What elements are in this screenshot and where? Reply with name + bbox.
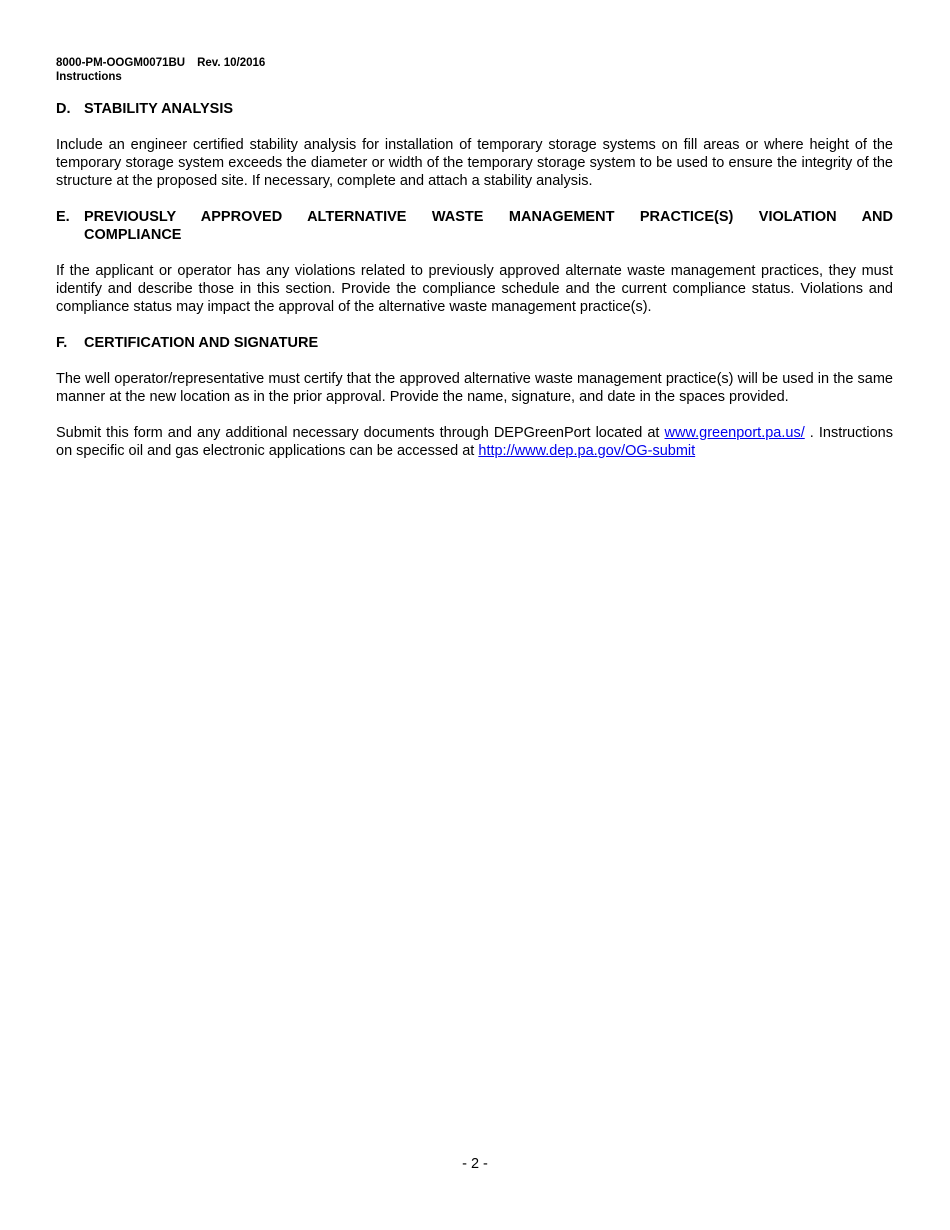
greenport-link[interactable]: www.greenport.pa.us/ bbox=[664, 425, 805, 441]
section-f-letter: F. bbox=[56, 335, 68, 351]
submit-instructions bbox=[56, 424, 893, 460]
section-d-heading bbox=[56, 100, 893, 118]
section-d-letter: D. bbox=[56, 101, 71, 117]
form-revision: Rev. 10/2016 bbox=[197, 57, 266, 69]
og-submit-link[interactable]: http://www.dep.pa.gov/OG-submit bbox=[478, 443, 696, 459]
section-e-title-line1: PREVIOUSLY APPROVED ALTERNATIVE WASTE MANAGEMENT PRACTICE(S) VIOLATION AND bbox=[84, 209, 893, 225]
form-subtitle: Instructions bbox=[56, 71, 122, 83]
section-e-heading bbox=[56, 208, 893, 244]
section-f-body: The well operator/representative must certify that the approved alternative waste management practice(s) will be used in the same manner at the new location as in the prior approval. Provide the name, signature, and date in the spaces provided. bbox=[56, 371, 893, 405]
section-e-letter: E. bbox=[56, 209, 70, 225]
submit-text-2: . Instructions on specific oil and gas electronic applications can be accessed at bbox=[56, 425, 893, 459]
section-e-title-line2: COMPLIANCE bbox=[84, 227, 182, 243]
section-d-title: STABILITY ANALYSIS bbox=[84, 101, 234, 117]
submit-text-1: Submit this form and any additional necessary documents through DEPGreenPort located at bbox=[56, 425, 665, 441]
section-f-title: CERTIFICATION AND SIGNATURE bbox=[84, 335, 319, 351]
page-number: - 2 - bbox=[462, 1156, 488, 1172]
form-header bbox=[56, 56, 893, 84]
form-number: 8000-PM-OOGM0071BU bbox=[56, 57, 186, 69]
form-id-line bbox=[56, 56, 893, 70]
section-f-heading bbox=[56, 334, 893, 352]
section-e-title bbox=[84, 208, 893, 244]
section-e-body: If the applicant or operator has any violations related to previously approved alternate waste management practices, they must identify and describe those in this section. Provide the compliance schedule and the current compliance status. Violations and compliance status may impact the approval of the alternative waste management practice(s). bbox=[56, 263, 893, 315]
section-d-body: Include an engineer certified stability analysis for installation of temporary storage systems on fill areas or where height of the temporary storage system exceeds the diameter or width of the temporary storage system to be used to ensure the integrity of the structure at the proposed site. If necessary, complete and attach a stability analysis. bbox=[56, 137, 893, 189]
document-page bbox=[56, 56, 893, 460]
